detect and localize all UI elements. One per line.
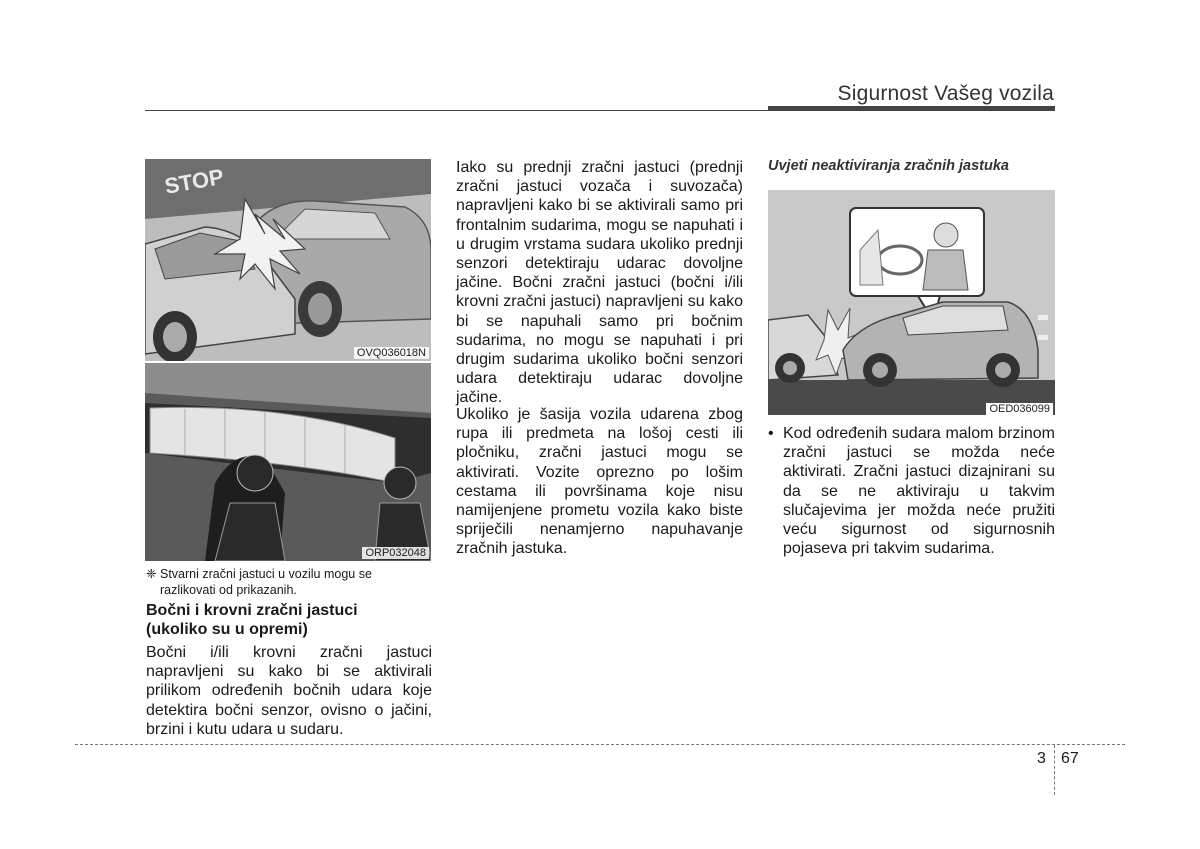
stop-road-marking: STOP bbox=[162, 163, 226, 199]
figure-code: ORP032048 bbox=[362, 547, 429, 559]
header-rule-accent bbox=[768, 106, 1055, 111]
running-header-title: Sigurnost Vašeg vozila bbox=[837, 82, 1054, 105]
note-symbol: ❈ bbox=[146, 567, 157, 581]
footer-divider bbox=[1054, 745, 1055, 795]
footer-rule bbox=[75, 744, 1125, 745]
note-text: Stvarni zračni jastuci u vozilu mogu se razlikovati od prikazanih. bbox=[160, 567, 372, 597]
section-heading: Bočni i krovni zračni jastuci (ukoliko su u opremi) bbox=[146, 602, 358, 638]
figure-note bbox=[146, 566, 432, 598]
figure-code: OVQ036018N bbox=[354, 347, 429, 359]
bullet-symbol: • bbox=[768, 425, 774, 442]
figure-code: OED036099 bbox=[986, 403, 1053, 415]
page-number: 67 bbox=[1061, 750, 1079, 767]
bullet-text: Kod određenih sudara malom brzinom zračni jastuci se možda neće aktivirati. Zračni jastuci dizajnirani su da se ne aktiviraju u takvim slučajevima jer možda neće pružiti veću sigurnost od sigurnosnih pojaseva pri takvim sudarima. bbox=[783, 425, 1055, 558]
figure-curtain-airbag bbox=[145, 363, 431, 561]
chapter-number: 3 bbox=[1037, 750, 1046, 767]
figure-side-collision bbox=[145, 159, 431, 361]
figure-low-speed-collision bbox=[768, 190, 1055, 415]
body-paragraph: Iako su prednji zračni jastuci (prednji zračni jastuci vozača i suvozača) napravljeni kako bi se aktivirali samo pri frontalnim sudarima, mogu se napuhati i u drugim vrstama sudara ukoliko prednji senzori detektiraju udarac dovoljne jačine. Bočni zračni jastuci (bočni i/ili krovni zračni jastuci) napravljeni su kako bi se napuhali samo pri bočnim sudarima, no mogu se napuhati i pri drugim sudarima ukoliko bočni senzori udara detektiraju udarac dovoljne jačine. bbox=[456, 159, 743, 407]
body-paragraph: Bočni i/ili krovni zračni jastuci napravljeni su kako bi se aktivirali prilikom određenih bočnih udara koje detektira bočni senzor, ovisno o jačini, brzini i kutu udara u sudaru. bbox=[146, 644, 432, 738]
body-paragraph: Ukoliko je šasija vozila udarena zbog rupa ili predmeta na lošoj cesti ili pločniku, zračni jastuci mogu se aktivirati. Vozite oprezno po lošim cestama ili površinama koje nisu namijenjene prometu vozila kako biste spriječili nenamjerno napuhavanje zračnih jastuka. bbox=[456, 406, 743, 558]
section-heading: Uvjeti neaktiviranja zračnih jastuka bbox=[768, 158, 1009, 174]
